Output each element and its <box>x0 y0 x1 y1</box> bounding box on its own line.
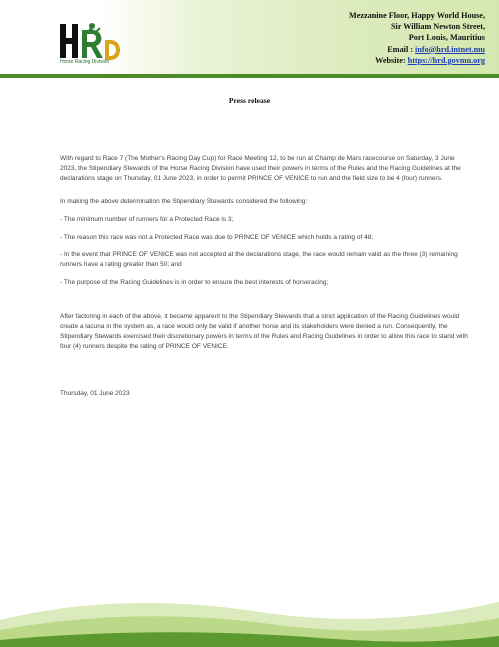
email-link[interactable]: info@hrd.intnet.mu <box>415 44 485 54</box>
website-link[interactable]: https://hrd.govmu.org <box>407 55 485 65</box>
paragraph-intro: With regard to Race 7 (The Mother's Racing Day Cup) for Race Meeting 12, to be run at Champ de Mars racecourse on Saturday, 3 June 2023, the Stipendiary Stewards of the Horse Racing Division have used their powers in terms of the Rules and the Racing Guidelines at the declarations stage on Thursday, 01 June 2023, in order to permit PRINCE OF VENICE to run and the field size to be 4 (four) runners. <box>60 155 461 182</box>
list-item: - The minimum number of runners for a Protected Race is 3; <box>60 216 234 223</box>
document-title: Press release <box>228 96 271 105</box>
paragraph-conclusion: After factoring in each of the above, it became apparent to the Stipendiary Stewards that a strict application of the Racing Guidelines would create a lacuna in the system as, a race would only be valid if another horse and its stakeholders were denied a run. Consequently, the Stipendiary Stewards exercised their discretionary powers in terms of the Rules and Racing Guidelines in order to allow this race to stand with four (4) runners despite the rating of PRINCE OF VENICE. <box>60 313 468 350</box>
list-item: - In the event that PRINCE OF VENICE was not accepted at the declarations stage, the race would remain valid as the three (3) remaining runners have a rating greater than 50; and <box>60 251 458 268</box>
website-line <box>349 55 485 66</box>
logo-caption: Horse Racing Division <box>60 59 110 65</box>
footer-waves <box>0 590 499 647</box>
header-rule <box>0 74 499 78</box>
email-label: Email : <box>387 44 416 54</box>
website-label: Website: <box>375 55 408 65</box>
paragraph-considerations: In making the above determination the Stipendiary Stewards considered the following: <box>60 198 308 205</box>
address-line-1: Mezzanine Floor, Happy World House, <box>348 11 485 20</box>
document-date: Thursday, 01 June 2023 <box>60 390 130 397</box>
address-line-3: Port Louis, Mauritius <box>408 33 485 43</box>
list-item: - The purpose of the Racing Guidelines is in order to ensure the best interests of horseracing; <box>60 279 329 286</box>
address-line-2: Sir William Newton Street, <box>391 22 485 32</box>
address-block <box>349 10 485 66</box>
hrd-logo-icon <box>60 23 120 60</box>
list-item: - The reason this race was not a Protected Race was due to PRINCE OF VENICE which holds a rating of 48; <box>60 234 374 241</box>
email-line <box>349 44 485 55</box>
